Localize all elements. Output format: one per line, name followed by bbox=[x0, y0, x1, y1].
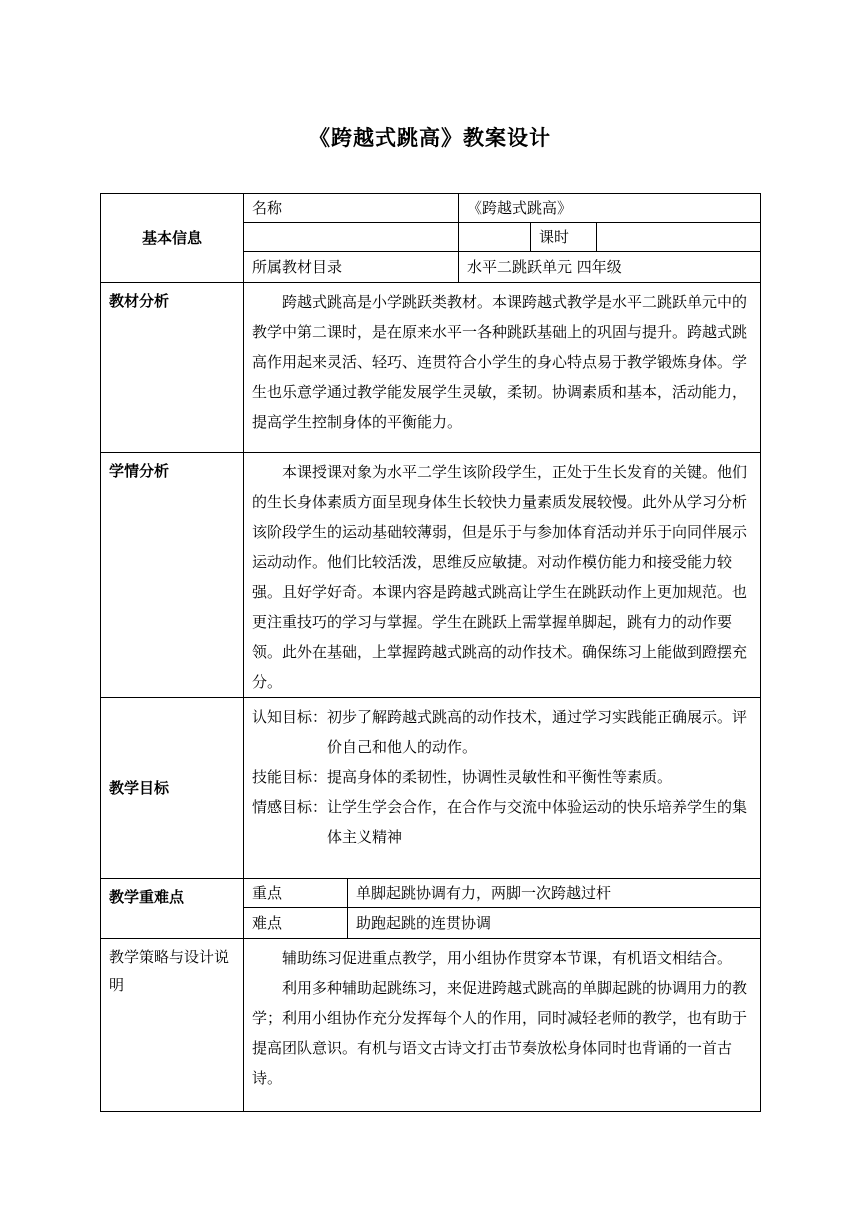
basic-info-label: 基本信息 bbox=[101, 194, 244, 283]
period-label: 课时 bbox=[531, 223, 597, 252]
student-analysis-cell bbox=[244, 453, 761, 698]
difficult-point-label: 难点 bbox=[244, 908, 348, 939]
material-analysis-cell bbox=[244, 283, 761, 453]
period-value bbox=[597, 223, 761, 252]
key-points-label: 教学重难点 bbox=[101, 879, 244, 939]
page-title: 《跨越式跳高》教案设计 bbox=[309, 126, 551, 150]
empty-cell bbox=[244, 223, 459, 252]
goal-item-skill bbox=[252, 762, 752, 792]
goal-item-cognitive bbox=[252, 702, 752, 762]
material-analysis-text: 跨越式跳高是小学跳跃类教材。本课跨越式教学是水平二跳跃单元中的教学中第二课时，是在原来水平一各种跳跃基础上的巩固与提升。跨越式跳高作用起来灵活、轻巧、连贯符合小学生的身心特点易于教学锻炼身体。学生也乐意学通过教学能发展学生灵敏，柔韧。协调素质和基本，活动能力，提高学生控制身体的平衡能力。 bbox=[252, 293, 748, 431]
row-strategy bbox=[101, 939, 761, 1112]
row-name bbox=[101, 194, 761, 223]
teaching-goals-cell bbox=[244, 698, 761, 879]
lesson-plan-table bbox=[100, 193, 761, 1112]
empty-cell bbox=[459, 223, 531, 252]
goal-item-emotion bbox=[252, 792, 752, 852]
goal-name: 情感目标： bbox=[252, 798, 328, 816]
strategy-paragraph-1: 辅助练习促进重点教学，用小组协作贯穿本节课，有机语文相结合。 bbox=[282, 949, 733, 967]
row-teaching-goals bbox=[101, 698, 761, 879]
material-analysis-label: 教材分析 bbox=[101, 283, 244, 453]
goal-name: 认知目标： bbox=[252, 708, 328, 726]
difficult-point-text: 助跑起跳的连贯协调 bbox=[348, 908, 761, 939]
key-point-text: 单脚起跳协调有力，两脚一次跨越过杆 bbox=[348, 879, 761, 908]
goal-text: 让学生学会合作，在合作与交流中体验运动的快乐培养学生的集体主义精神 bbox=[327, 798, 748, 846]
row-key-point bbox=[101, 879, 761, 908]
strategy-cell bbox=[244, 939, 761, 1112]
row-material-analysis bbox=[101, 283, 761, 453]
name-label: 名称 bbox=[244, 194, 459, 223]
strategy-paragraph-2: 利用多种辅助起跳练习，来促进跨越式跳高的单脚起跳的协调用力的教学；利用小组协作充分发挥每个人的作用，同时减轻老师的教学，也有助于提高团队意识。有机与语文古诗文打击节奏放松身体同时也背诵的一首古诗。 bbox=[252, 979, 748, 1087]
goal-name: 技能目标： bbox=[252, 768, 328, 786]
student-analysis-label: 学情分析 bbox=[101, 453, 244, 698]
name-value: 《跨越式跳高》 bbox=[459, 194, 761, 223]
key-point-label: 重点 bbox=[244, 879, 348, 908]
strategy-label: 教学策略与设计说明 bbox=[101, 939, 244, 1112]
goal-text: 提高身体的柔韧性，协调性灵敏性和平衡性等素质。 bbox=[327, 768, 673, 786]
catalog-label: 所属教材目录 bbox=[244, 252, 459, 283]
row-student-analysis bbox=[101, 453, 761, 698]
teaching-goals-label: 教学目标 bbox=[101, 698, 244, 879]
catalog-value: 水平二跳跃单元 四年级 bbox=[459, 252, 761, 283]
goal-text: 初步了解跨越式跳高的动作技术，通过学习实践能正确展示。评价自己和他人的动作。 bbox=[327, 708, 748, 756]
student-analysis-text: 本课授课对象为水平二学生该阶段学生，正处于生长发育的关键。他们的生长身体素质方面呈现身体生长较快力量素质发展较慢。此外从学习分析该阶段学生的运动基础较薄弱，但是乐于与参加体育活动并乐于向同伴展示运动动作。他们比较活泼，思维反应敏捷。对动作模仿能力和接受能力较强。且好学好奇。本课内容是跨越式跳高让学生在跳跃动作上更加规范。也更注重技巧的学习与掌握。学生在跳跃上需掌握单脚起，跳有力的动作要领。此外在基础，上掌握跨越式跳高的动作技术。确保练习上能做到蹬摆充分。 bbox=[252, 463, 748, 691]
